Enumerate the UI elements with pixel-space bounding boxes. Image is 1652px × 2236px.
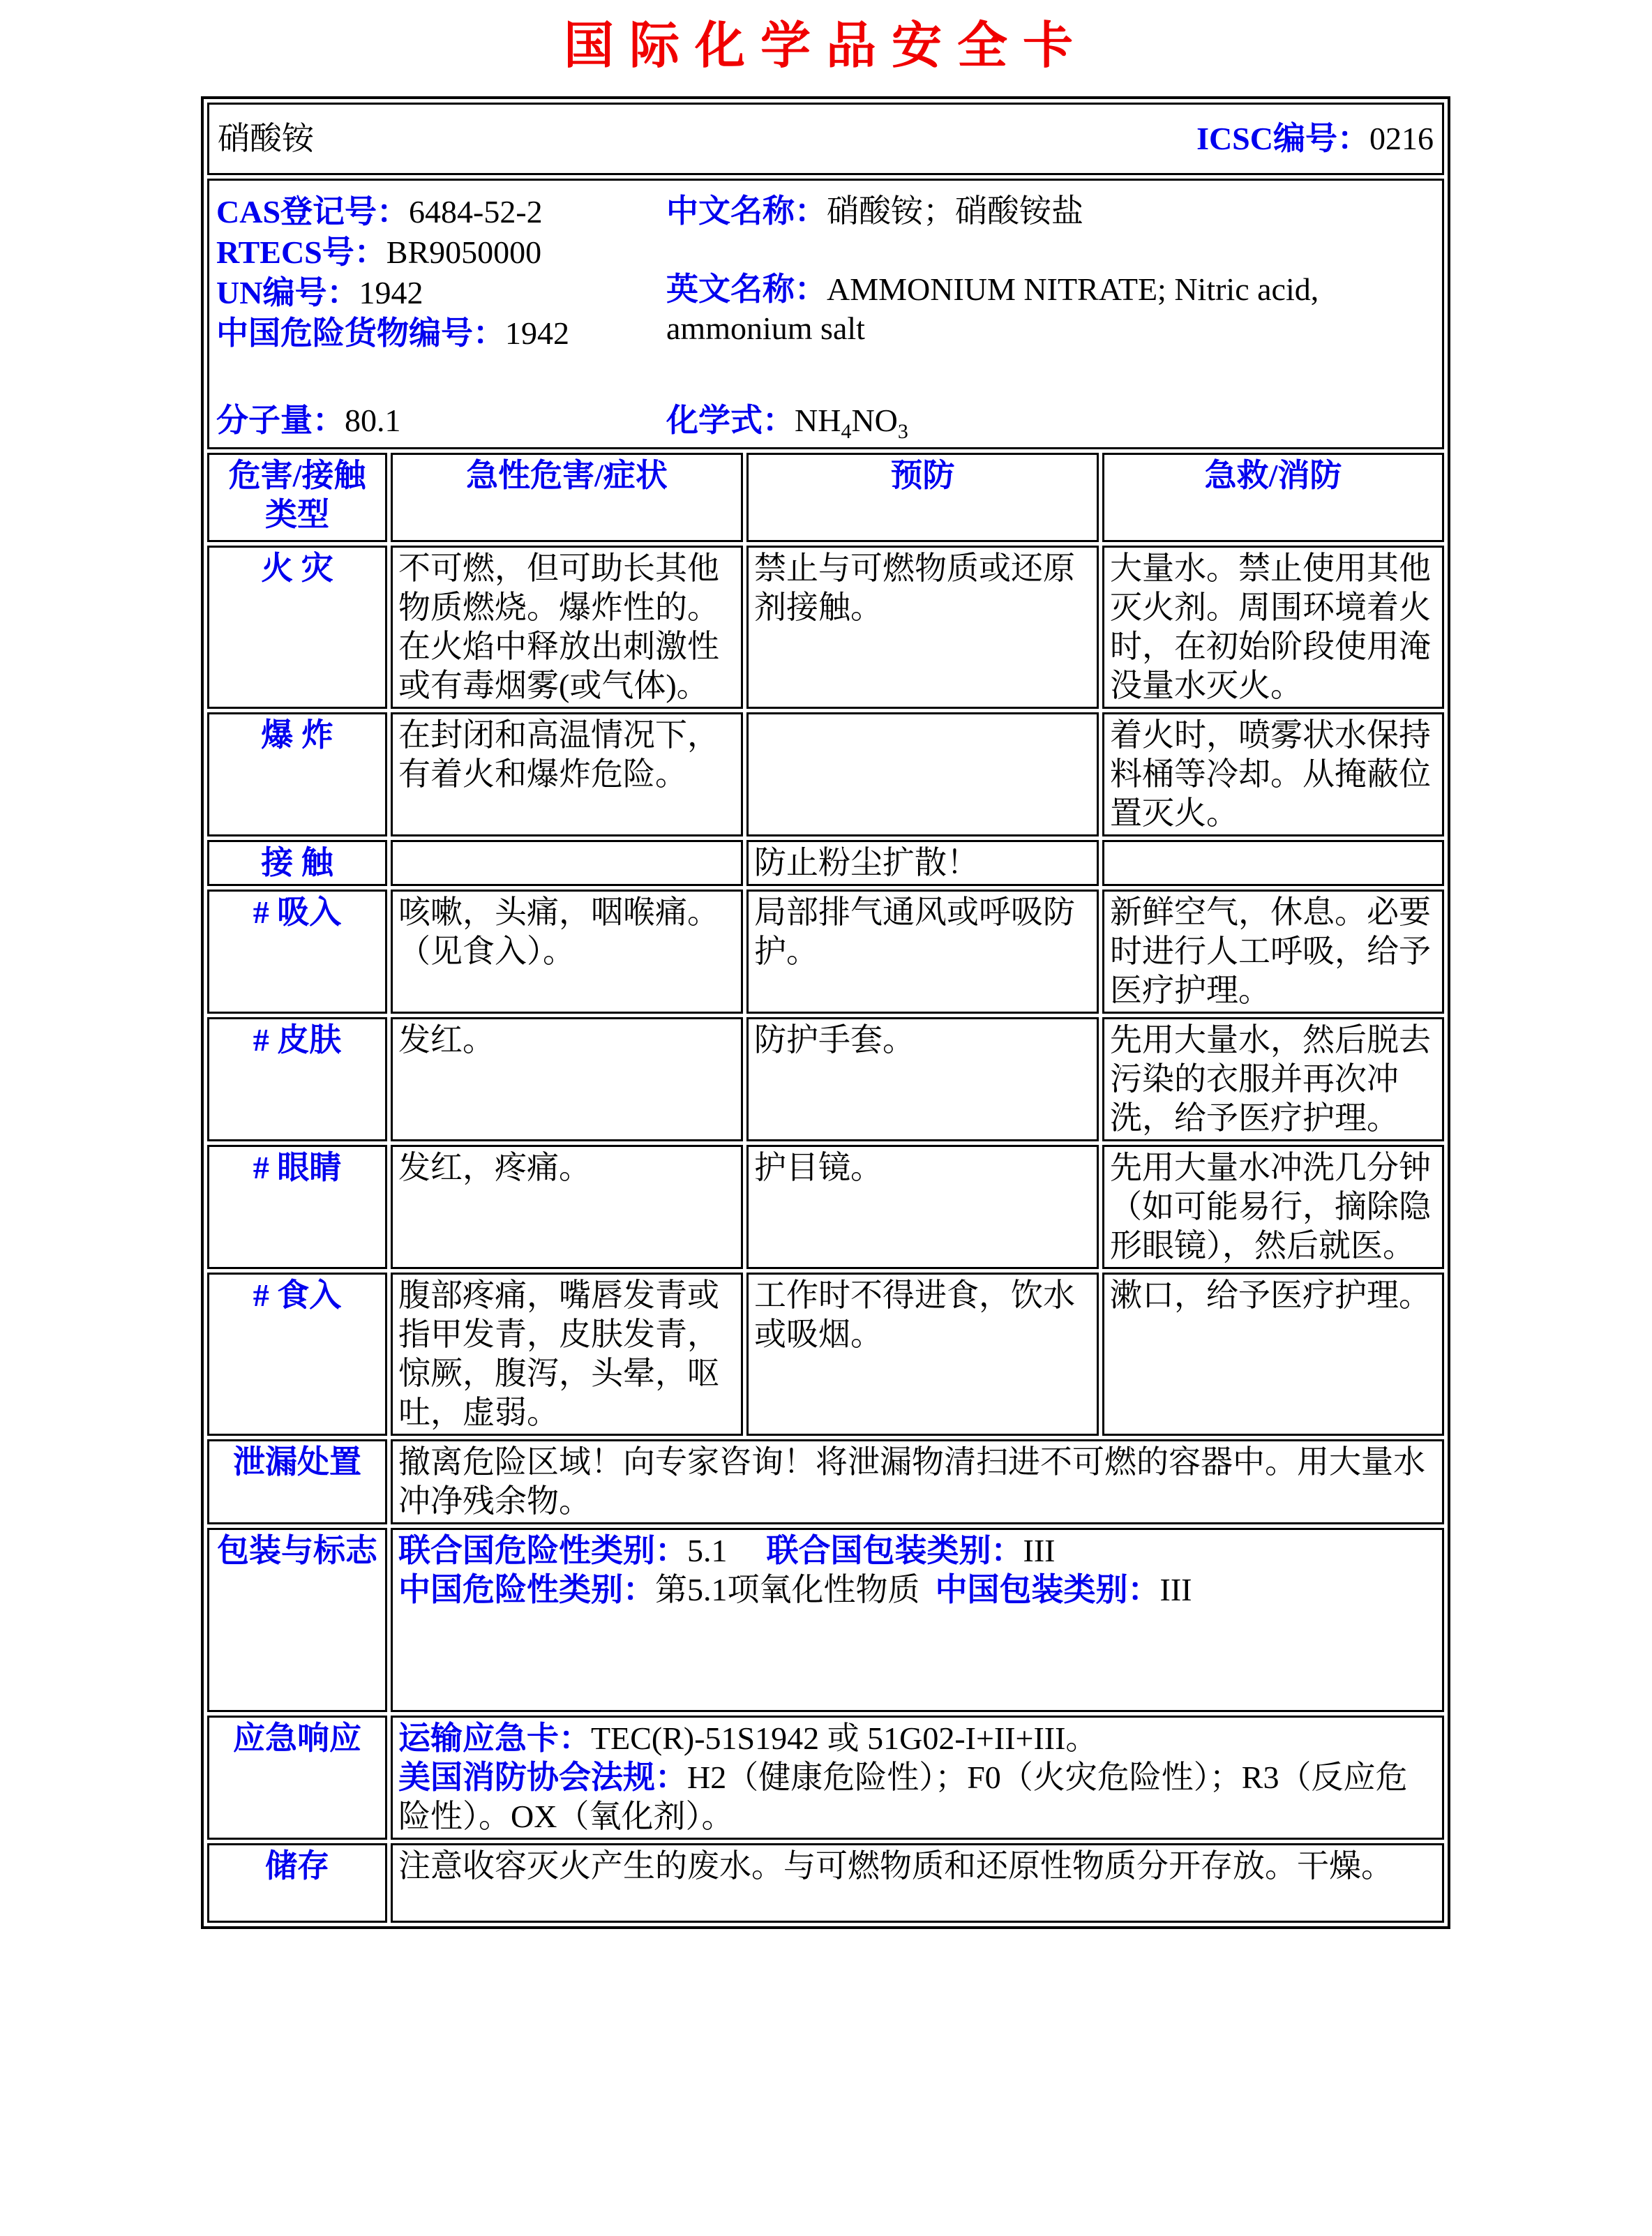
- packaging-content: [391, 1528, 1444, 1712]
- un-pack-value: III: [1023, 1533, 1056, 1568]
- inhalation-firstaid: 新鲜空气，休息。必要时进行人工呼吸，给予医疗护理。: [1102, 890, 1444, 1014]
- inhalation-prevention: 局部排气通风或呼吸防护。: [746, 890, 1099, 1014]
- molweight-line: [216, 401, 401, 440]
- transport-card-value: TEC(R)-51S1942 或 51G02-I+II+III。: [591, 1720, 1098, 1756]
- chinese-name-line: [666, 192, 1406, 231]
- ingestion-prevention: 工作时不得进食，饮水或吸烟。: [746, 1273, 1099, 1436]
- category-ingestion: # 食入: [207, 1273, 387, 1436]
- category-skin: # 皮肤: [207, 1017, 387, 1141]
- storage-text: 注意收容灭火产生的废水。与可燃物质和还原性物质分开存放。干燥。: [391, 1843, 1444, 1923]
- contact-symptoms: [391, 840, 743, 886]
- icsc-number: 0216: [1369, 121, 1434, 156]
- cn-class-value: 第5.1项氧化性物质: [655, 1572, 920, 1607]
- fire-prevention: 禁止与可燃物质或还原剂接触。: [746, 546, 1099, 709]
- cn-dg-label: 中国危险货物编号：: [216, 315, 505, 351]
- storage-label: 储存: [207, 1843, 387, 1923]
- explosion-firstaid: 着火时，喷雾状水保持料桶等冷却。从掩蔽位置灭火。: [1102, 712, 1444, 836]
- transport-card-label: 运输应急卡：: [398, 1720, 591, 1756]
- section-row-emergency: [207, 1716, 1444, 1840]
- hazard-row-eyes: [207, 1145, 1444, 1269]
- un-value: 1942: [359, 275, 423, 310]
- chinese-name-label: 中文名称：: [666, 193, 827, 229]
- hazard-header-row: [207, 453, 1444, 542]
- card-header-row: [207, 103, 1444, 175]
- hazard-row-contact: [207, 840, 1444, 886]
- un-pack-label: 联合国包装类别：: [766, 1533, 1023, 1568]
- chinese-name-value: 硝酸铵；硝酸铵盐: [827, 193, 1083, 229]
- nfpa-value: H2（健康危险性）；F0（火灾危险性）；R3（反应危险性）。OX（氧化剂）。: [398, 1759, 1408, 1834]
- identifiers-cell: [207, 179, 1444, 449]
- nfpa-line: [398, 1758, 1436, 1836]
- cn-class-label: 中国危险性类别：: [398, 1572, 655, 1607]
- hazard-row-explosion: [207, 712, 1444, 836]
- english-name-value: AMMONIUM NITRATE; Nitric acid, ammonium salt: [666, 271, 1319, 346]
- icsc-number-group: [1196, 119, 1434, 158]
- english-name-line: [666, 270, 1385, 348]
- un-label: UN编号：: [216, 275, 359, 310]
- cas-value: 6484-52-2: [409, 194, 543, 230]
- un-class-value: 5.1: [687, 1533, 728, 1568]
- explosion-prevention: [746, 712, 1099, 836]
- card-header-cell: [207, 103, 1444, 175]
- ingestion-symptoms: 腹部疼痛，嘴唇发青或指甲发青，皮肤发青，惊厥，腹泻，头晕，呕吐，虚弱。: [391, 1273, 743, 1436]
- category-eyes: # 眼睛: [207, 1145, 387, 1269]
- skin-firstaid: 先用大量水，然后脱去污染的衣服并再次冲洗，给予医疗护理。: [1102, 1017, 1444, 1141]
- explosion-symptoms: 在封闭和高温情况下，有着火和爆炸危险。: [391, 712, 743, 836]
- section-row-storage: [207, 1843, 1444, 1923]
- hazard-row-inhalation: [207, 890, 1444, 1014]
- cas-label: CAS登记号：: [216, 194, 410, 230]
- page-title: 国际化学品安全卡: [563, 18, 1088, 74]
- transport-card-line: [398, 1719, 1436, 1758]
- icsc-label: ICSC编号：: [1196, 121, 1369, 156]
- formula-value: $NH_4NO_3$: [795, 403, 908, 444]
- substance-name: 硝酸铵: [218, 121, 314, 156]
- rtecs-label: RTECS号：: [216, 234, 386, 270]
- cn-dg-value: 1942: [505, 315, 569, 351]
- packaging-un-line: [398, 1531, 1436, 1570]
- eyes-symptoms: 发红，疼痛。: [391, 1145, 743, 1269]
- inhalation-symptoms: 咳嗽，头痛，咽喉痛。（见食入）。: [391, 890, 743, 1014]
- emergency-label: 应急响应: [207, 1716, 387, 1840]
- spill-text: 撤离危险区域！向专家咨询！将泄漏物清扫进不可燃的容器中。用大量水冲净残余物。: [391, 1439, 1444, 1524]
- hazard-row-skin: [207, 1017, 1444, 1141]
- identifiers-row: [207, 179, 1444, 449]
- formula-label: 化学式：: [666, 403, 795, 438]
- section-row-spill: [207, 1439, 1444, 1524]
- emergency-content: [391, 1716, 1444, 1840]
- un-line: [216, 273, 569, 313]
- safety-card-table: [201, 96, 1450, 1929]
- section-row-packaging: [207, 1528, 1444, 1712]
- hazard-header-prevention: 预防: [746, 453, 1099, 542]
- nfpa-label: 美国消防协会法规：: [398, 1759, 687, 1795]
- fire-firstaid: 大量水。禁止使用其他灭火剂。周围环境着火时，在初始阶段使用淹没量水灭火。: [1102, 546, 1444, 709]
- packaging-cn-line: [398, 1570, 1436, 1610]
- english-name-label: 英文名称：: [666, 271, 827, 307]
- category-explosion: 爆 炸: [207, 712, 387, 836]
- packaging-label: 包装与标志: [207, 1528, 387, 1712]
- cn-pack-value: III: [1159, 1572, 1192, 1607]
- hazard-header-firstaid: 急救/消防: [1102, 453, 1444, 542]
- molweight-value: 80.1: [345, 403, 401, 438]
- cn-dg-line: [216, 313, 569, 354]
- category-fire: 火 灾: [207, 546, 387, 709]
- category-inhalation: # 吸入: [207, 890, 387, 1014]
- rtecs-value: BR9050000: [386, 234, 542, 270]
- hazard-row-fire: [207, 546, 1444, 709]
- un-class-label: 联合国危险性类别：: [398, 1533, 687, 1568]
- spill-label: 泄漏处置: [207, 1439, 387, 1524]
- eyes-prevention: 护目镜。: [746, 1145, 1099, 1269]
- fire-symptoms: 不可燃，但可助长其他物质燃烧。爆炸性的。在火焰中释放出刺激性或有毒烟雾(或气体)。: [391, 546, 743, 709]
- eyes-firstaid: 先用大量水冲洗几分钟（如可能易行，摘除隐形眼镜），然后就医。: [1102, 1145, 1444, 1269]
- formula-line: [666, 401, 908, 449]
- contact-firstaid: [1102, 840, 1444, 886]
- identifier-list: [216, 192, 569, 354]
- hazard-row-ingestion: [207, 1273, 1444, 1436]
- molweight-label: 分子量：: [216, 403, 345, 438]
- rtecs-line: [216, 232, 569, 273]
- category-contact: 接 触: [207, 840, 387, 886]
- cn-pack-label: 中国包装类别：: [935, 1572, 1160, 1607]
- ingestion-firstaid: 漱口，给予医疗护理。: [1102, 1273, 1444, 1436]
- contact-prevention: 防止粉尘扩散！: [746, 840, 1099, 886]
- skin-prevention: 防护手套。: [746, 1017, 1099, 1141]
- cas-line: [216, 192, 569, 232]
- skin-symptoms: 发红。: [391, 1017, 743, 1141]
- hazard-header-symptoms: 急性危害/症状: [391, 453, 743, 542]
- hazard-header-type: 危害/接触 类型: [207, 453, 387, 542]
